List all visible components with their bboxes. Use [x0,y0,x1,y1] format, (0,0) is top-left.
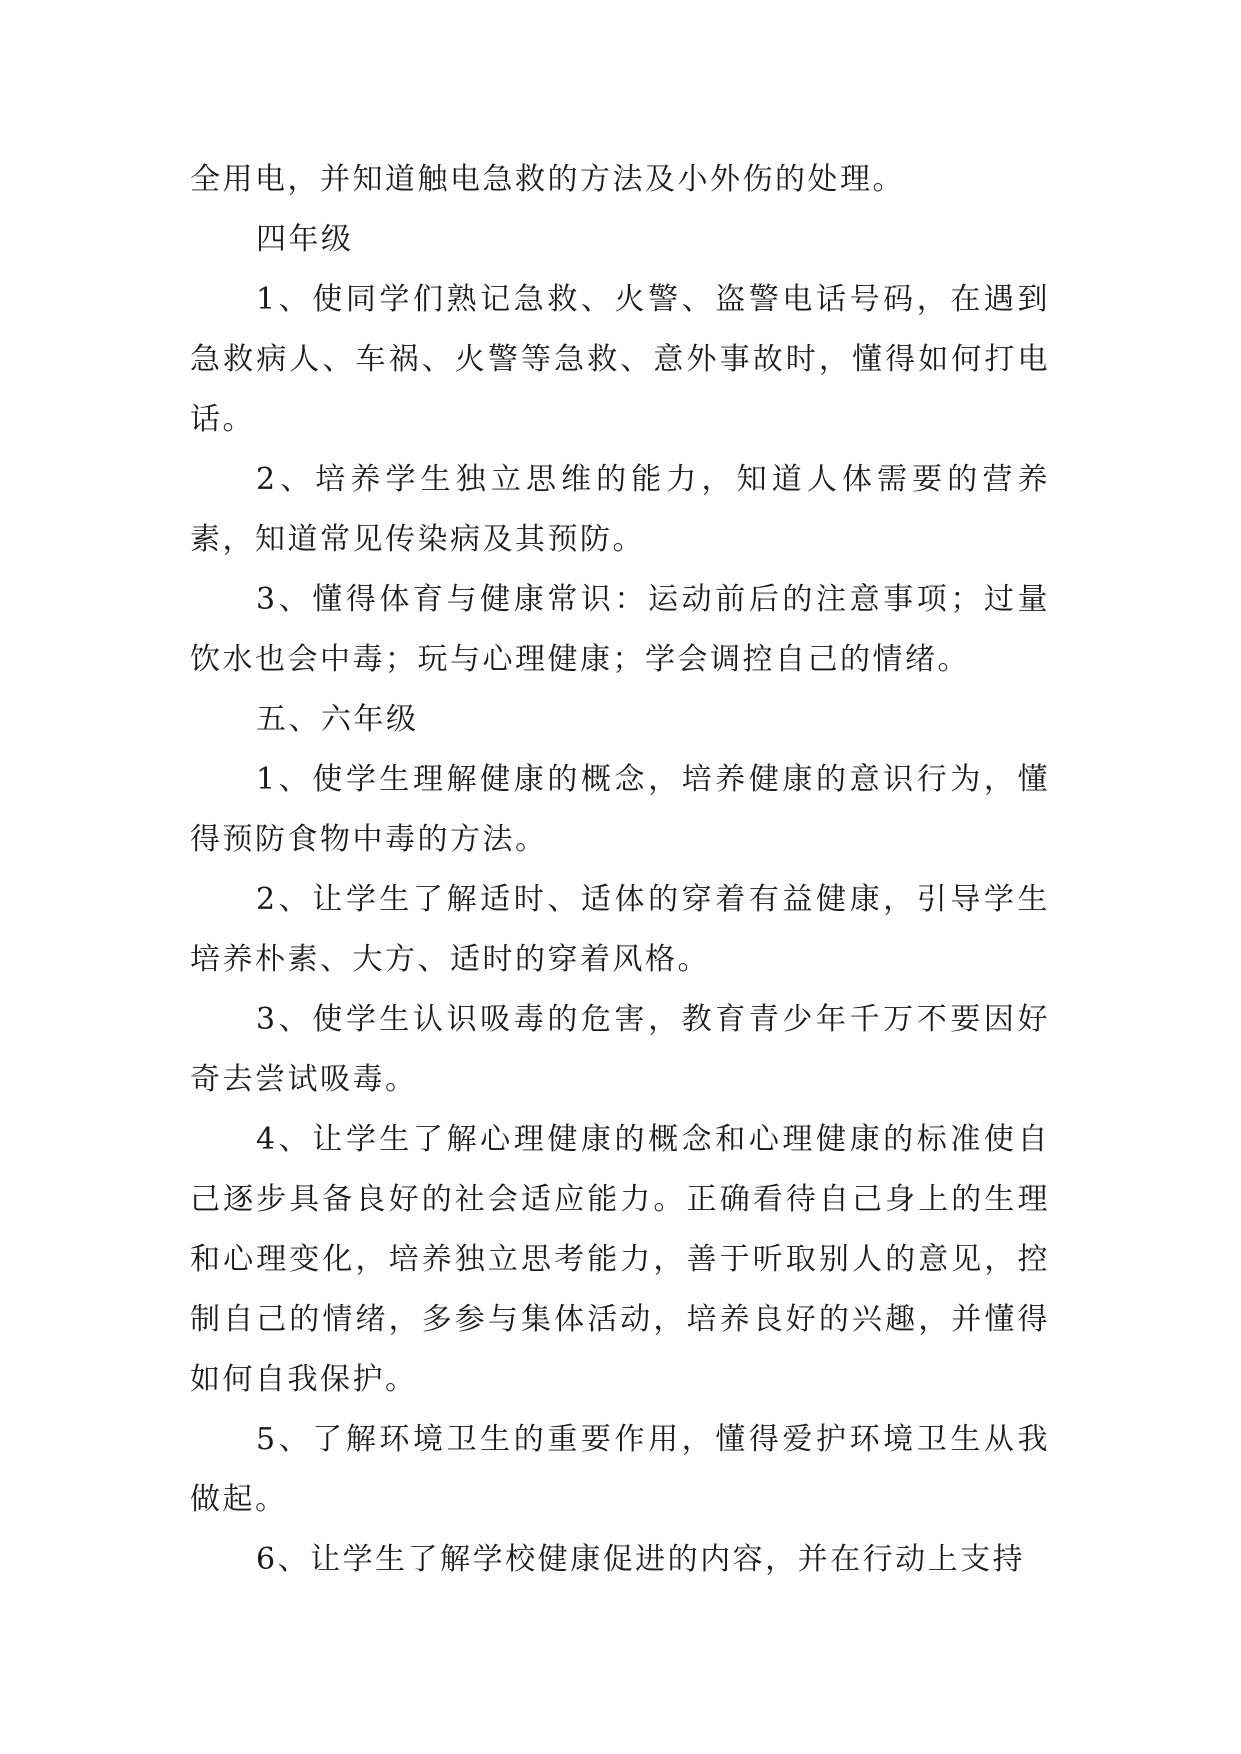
paragraph-grade56-item-3: 3、使学生认识吸毒的危害，教育青少年千万不要因好奇去尝试吸毒。 [190,1002,1050,1097]
paragraph-grade4-item-3: 3、懂得体育与健康常识：运动前后的注意事项；过量饮水也会中毒；玩与心理健康；学会调控自己的情绪。 [190,582,1050,677]
heading-grade-five-six: 五、六年级 [256,702,419,737]
paragraph-grade4-item-2: 2、培养学生独立思维的能力，知道人体需要的营养素，知道常见传染病及其预防。 [190,462,1050,557]
document-page [190,150,1050,1590]
paragraph-grade56-item-4: 4、让学生了解心理健康的概念和心理健康的标准使自己逐步具备良好的社会适应能力。正确看待自己身上的生理和心理变化，培养独立思考能力，善于听取别人的意见，控制自己的情绪，多参与集体活动，培养良好的兴趣，并懂得如何自我保护。 [190,1122,1050,1397]
paragraph-continuation: 全用电，并知道触电急救的方法及小外伤的处理。 [190,162,905,197]
paragraph-grade56-item-1: 1、使学生理解健康的概念，培养健康的意识行为，懂得预防食物中毒的方法。 [190,762,1050,857]
paragraph-grade4-item-1: 1、使同学们熟记急救、火警、盗警电话号码，在遇到急救病人、车祸、火警等急救、意外事故时，懂得如何打电话。 [190,282,1050,437]
paragraph-grade56-item-5: 5、了解环境卫生的重要作用，懂得爱护环境卫生从我做起。 [190,1422,1050,1517]
paragraph-grade56-item-6: 6、让学生了解学校健康促进的内容，并在行动上支持 [256,1542,1026,1577]
heading-grade-four: 四年级 [256,222,354,257]
paragraph-grade56-item-2: 2、让学生了解适时、适体的穿着有益健康，引导学生培养朴素、大方、适时的穿着风格。 [190,882,1050,977]
